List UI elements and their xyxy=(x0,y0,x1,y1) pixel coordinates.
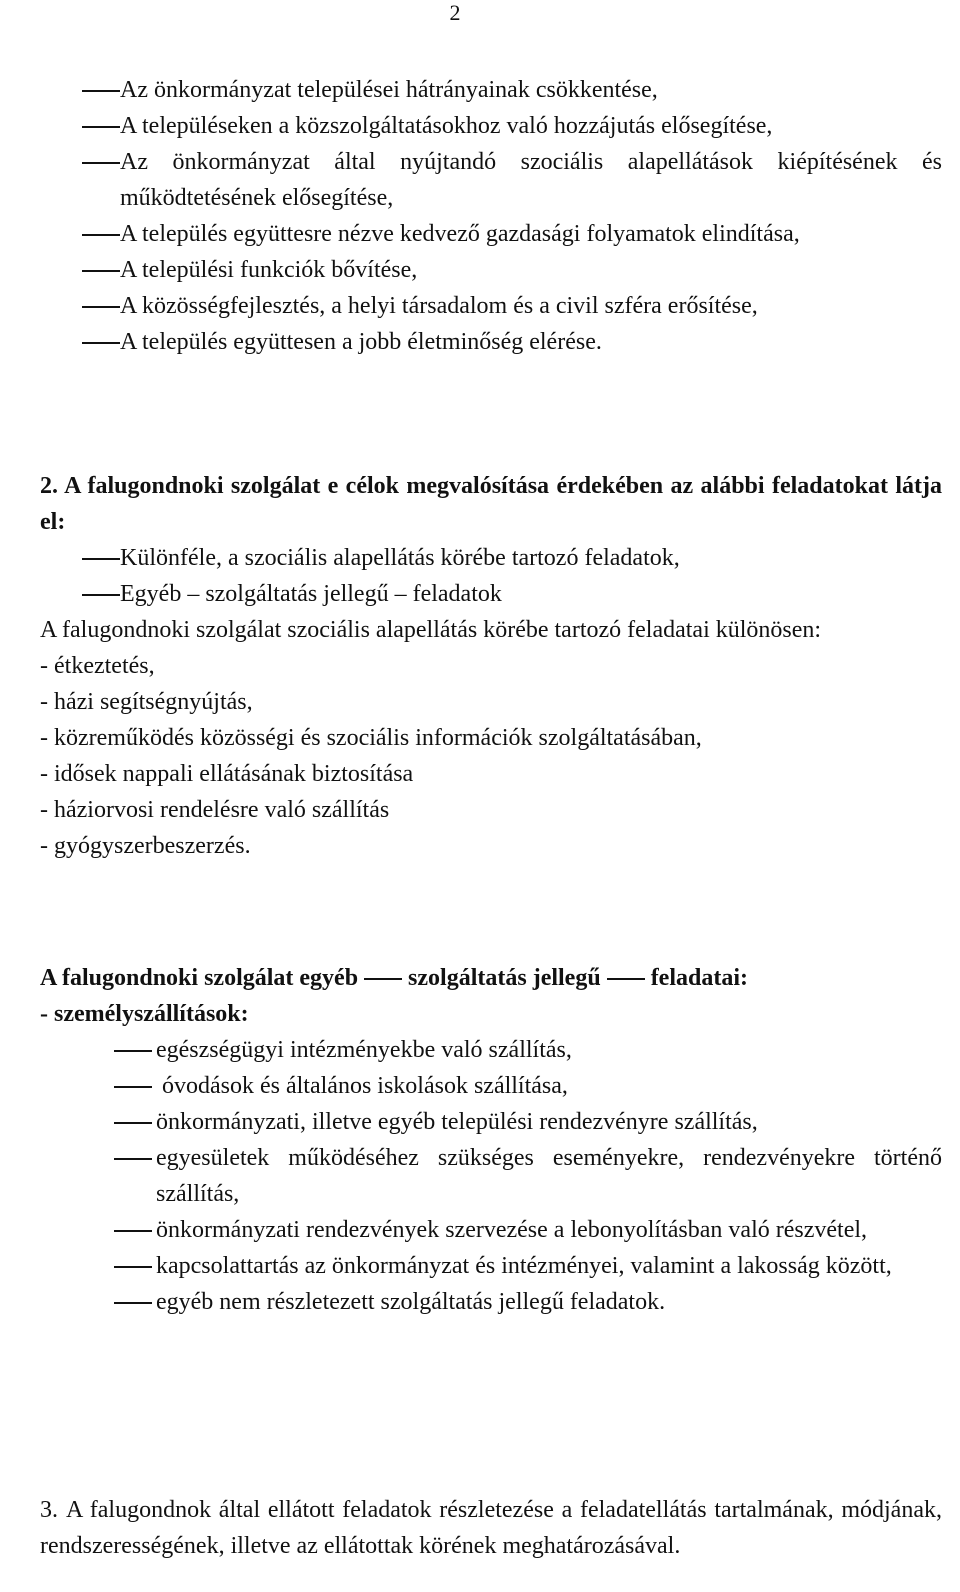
list-item: - háziorvosi rendelésre való szállítás xyxy=(40,797,390,823)
list-item: egyesületek működéséhez szükséges eseményekre, rendezvényekre történő szállítás, xyxy=(40,1140,942,1212)
list-item: Az önkormányzat által nyújtandó szociális alapellátások kiépítésének és működtetésének elősegítése, xyxy=(40,144,942,216)
list-item: óvodások és általános iskolások szállítása, xyxy=(40,1068,942,1104)
list-item: önkormányzati, illetve egyéb települési rendezvényre szállítás, xyxy=(40,1104,942,1140)
section-3-body: A falugondnok által ellátott feladatok részletezése a feladatellátás tartalmának, módjának, rendszerességének, illetve az ellátottak körének meghatározásával. xyxy=(40,1497,942,1559)
heading-part: szolgáltatás jellegű xyxy=(408,965,601,991)
list-item: önkormányzati rendezvények szervezése a lebonyolításban való részvétel, xyxy=(40,1212,942,1248)
goals-list xyxy=(40,72,942,360)
list-item: - gyógyszerbeszerzés. xyxy=(40,833,251,859)
page-number: 2 xyxy=(449,0,461,25)
list-item: A település együttesen a jobb életminőség elérése. xyxy=(40,324,942,360)
list-item: Az önkormányzat települései hátrányainak csökkentése, xyxy=(40,72,942,108)
other-services-section xyxy=(40,960,942,1320)
list-item: - közreműködés közösségi és szociális információk szolgáltatásában, xyxy=(40,725,702,751)
section-3-number: 3. xyxy=(40,1497,58,1523)
section-3 xyxy=(40,1492,942,1564)
list-item: Különféle, a szociális alapellátás körébe tartozó feladatok, xyxy=(40,540,942,576)
other-services-heading xyxy=(40,960,942,996)
list-item: - étkeztetés, xyxy=(40,653,155,679)
list-item: A településeken a közszolgáltatásokhoz való hozzájutás elősegítése, xyxy=(40,108,942,144)
list-item: A közösségfejlesztés, a helyi társadalom és a civil szféra erősítése, xyxy=(40,288,942,324)
task-types-list xyxy=(40,540,942,612)
section-2-heading: 2. A falugondnoki szolgálat e célok megvalósítása érdekében az alábbi feladatokat látja el: xyxy=(40,473,942,535)
section-2-intro: A falugondnoki szolgálat szociális alapellátás körébe tartozó feladatai különösen: xyxy=(40,617,822,643)
other-services-subheading: - személyszállítások: xyxy=(40,1001,249,1027)
section-2 xyxy=(40,468,942,864)
list-item: - idősek nappali ellátásának biztosítása xyxy=(40,761,414,787)
list-item: A település együttesre nézve kedvező gazdasági folyamatok elindítása, xyxy=(40,216,942,252)
list-item: egészségügyi intézményekbe való szállítás, xyxy=(40,1032,942,1068)
list-item: Egyéb – szolgáltatás jellegű – feladatok xyxy=(40,576,942,612)
other-services-list xyxy=(40,1032,942,1320)
dash-separator xyxy=(607,978,645,980)
goals-section xyxy=(40,72,942,360)
list-item: - házi segítségnyújtás, xyxy=(40,689,253,715)
dash-separator xyxy=(364,978,402,980)
heading-part: feladatai: xyxy=(650,965,748,991)
list-item: kapcsolattartás az önkormányzat és intézményei, valamint a lakosság között, xyxy=(40,1248,942,1284)
heading-part: A falugondnoki szolgálat egyéb xyxy=(40,965,359,991)
list-item: egyéb nem részletezett szolgáltatás jellegű feladatok. xyxy=(40,1284,942,1320)
list-item: A települési funkciók bővítése, xyxy=(40,252,942,288)
section-3-text xyxy=(40,1492,942,1564)
